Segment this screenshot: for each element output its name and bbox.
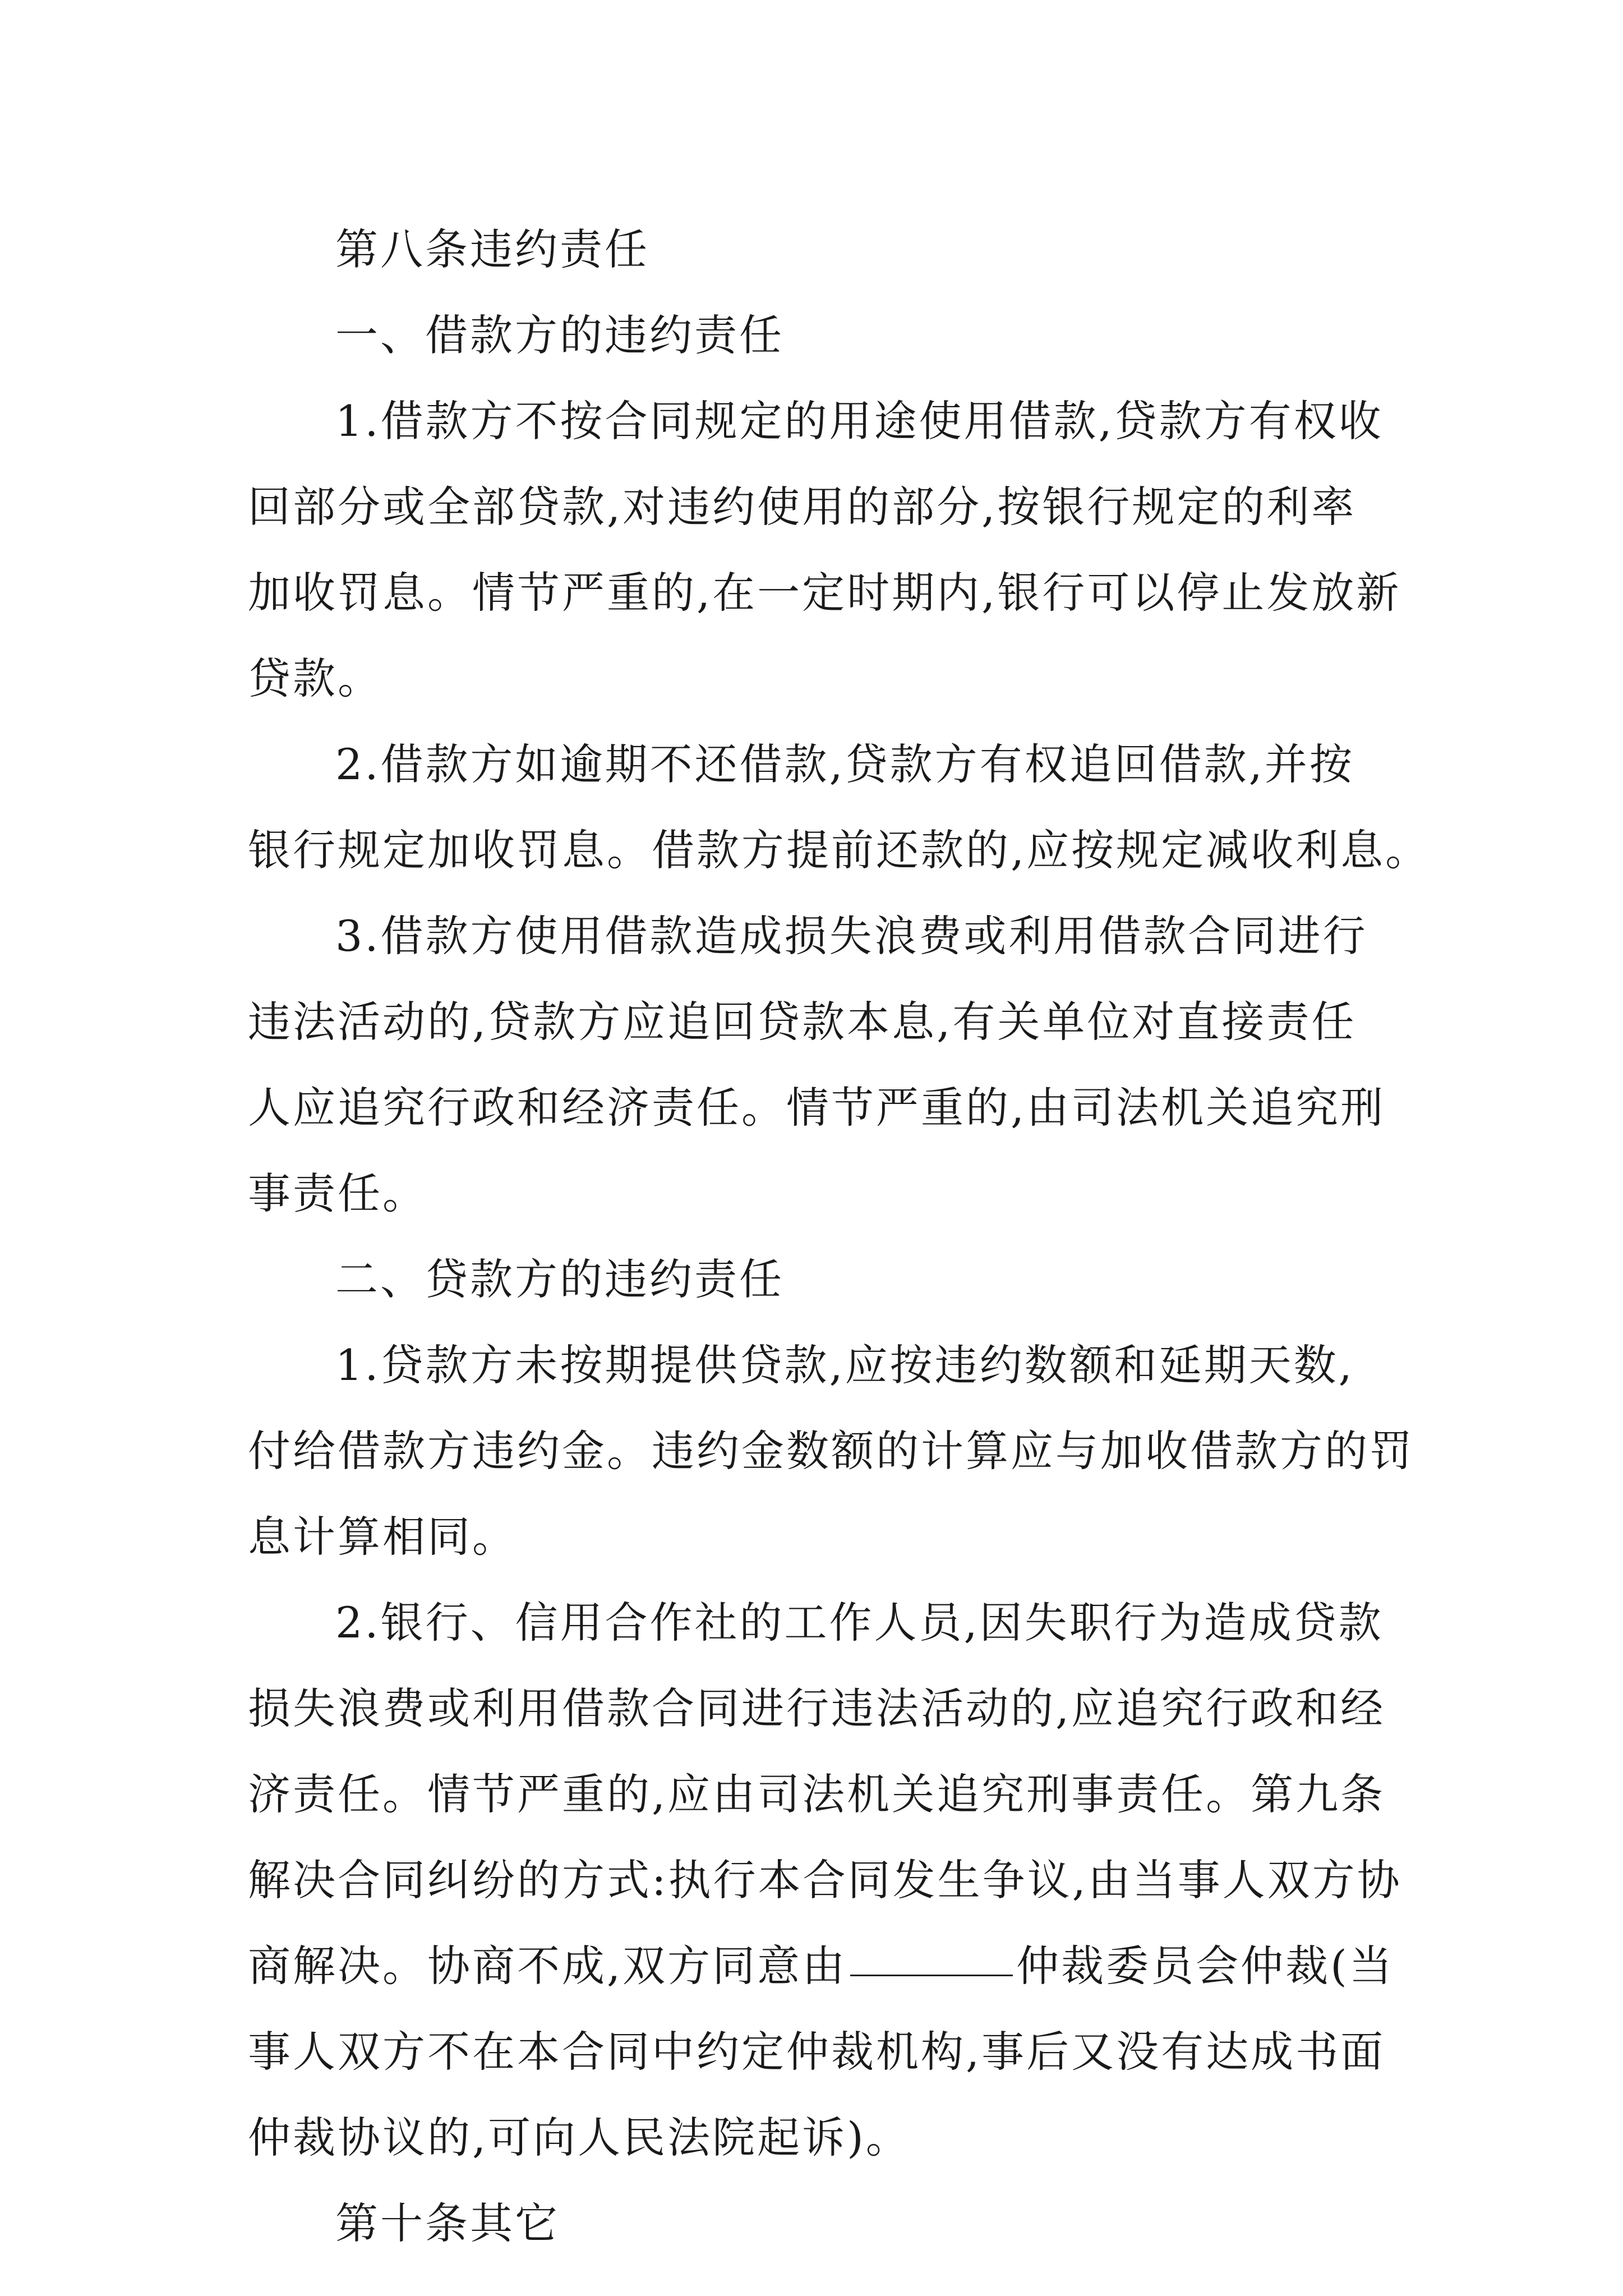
paragraph-line-with-blank <box>248 1923 1392 2009</box>
paragraph-line: 解决合同纠纷的方式:执行本合同发生争议,由当事人双方协 <box>248 1855 1402 1905</box>
paragraph-line: 息计算相同。 <box>248 1512 517 1562</box>
paragraph-line: 贷款。 <box>248 654 382 703</box>
paragraph-line: 事责任。 <box>248 1168 427 1218</box>
paragraph-line: 事人双方不在本合同中约定仲裁机构,事后又没有达成书面 <box>248 2027 1386 2077</box>
paragraph-line: 付给借款方违约金。违约金数额的计算应与加收借款方的罚 <box>248 1426 1414 1476</box>
contract-text <box>248 206 1431 2266</box>
line-text-after-blank: 仲裁委员会仲裁(当 <box>1016 1941 1394 1991</box>
paragraph-line: 仲裁协议的,可向人民法院起诉)。 <box>248 2113 911 2162</box>
section-lender-heading: 二、贷款方的违约责任 <box>335 1254 784 1304</box>
paragraph-line: 违法活动的,贷款方应追回贷款本息,有关单位对直接责任 <box>248 997 1357 1047</box>
article-8-heading: 第八条违约责任 <box>335 224 649 274</box>
paragraph-line: 1.借款方不按合同规定的用途使用借款,贷款方有权收 <box>335 396 1384 446</box>
paragraph-line: 2.借款方如逾期不还借款,贷款方有权追回借款,并按 <box>335 739 1354 789</box>
line-text-before-blank: 商解决。协商不成,双方同意由 <box>248 1941 847 1991</box>
article-10-heading: 第十条其它 <box>335 2198 560 2248</box>
paragraph-line: 1.贷款方未按期提供贷款,应按违约数额和延期天数, <box>335 1340 1354 1390</box>
paragraph-line: 损失浪费或利用借款合同进行违法活动的,应追究行政和经 <box>248 1683 1386 1733</box>
arbitration-blank-field <box>850 1974 1013 1976</box>
paragraph-line: 人应追究行政和经济责任。情节严重的,由司法机关追究刑 <box>248 1083 1386 1133</box>
paragraph-line: 银行规定加收罚息。借款方提前还款的,应按规定减收利息。 <box>248 825 1431 875</box>
paragraph-line: 回部分或全部贷款,对违约使用的部分,按银行规定的利率 <box>248 482 1357 532</box>
paragraph-line: 济责任。情节严重的,应由司法机关追究刑事责任。第九条 <box>248 1769 1386 1819</box>
paragraph-line: 3.借款方使用借款造成损失浪费或利用借款合同进行 <box>335 911 1368 961</box>
paragraph-line: 加收罚息。情节严重的,在一定时期内,银行可以停止发放新 <box>248 568 1401 618</box>
section-borrower-heading: 一、借款方的违约责任 <box>335 310 784 360</box>
paragraph-line: 2.银行、信用合作社的工作人员,因失职行为造成贷款 <box>335 1598 1384 1648</box>
